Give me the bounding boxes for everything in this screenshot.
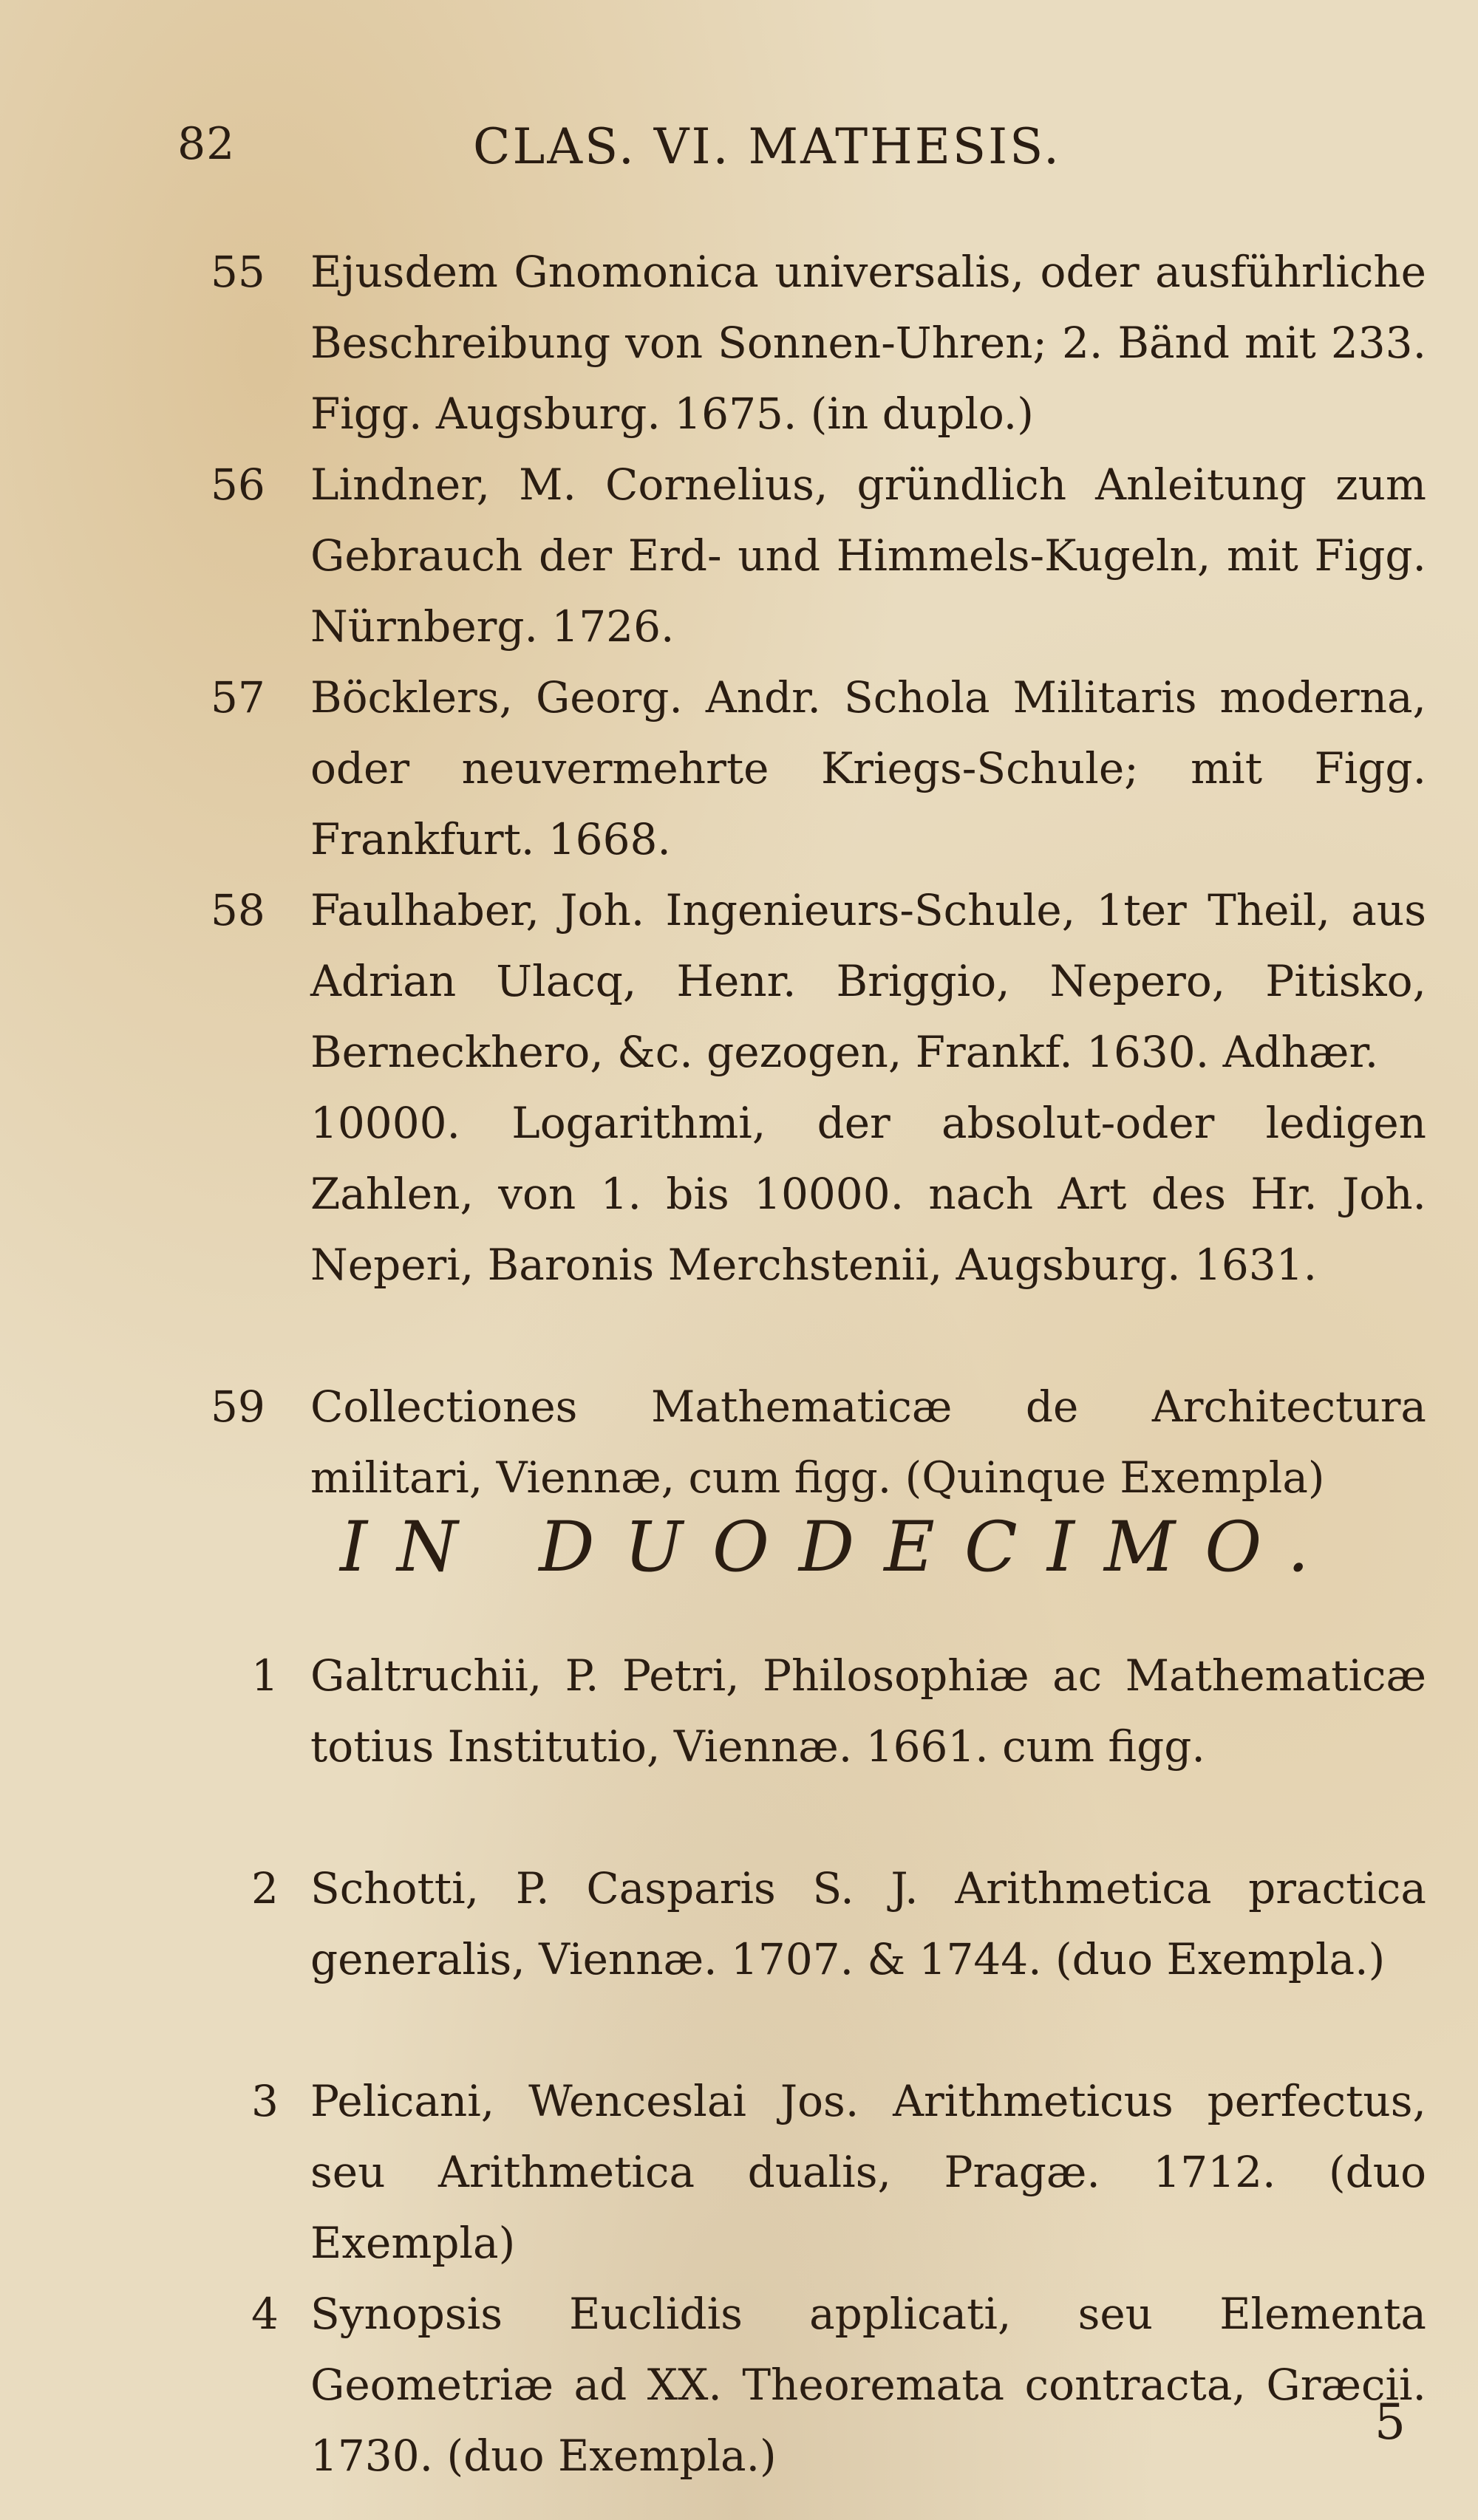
entry-text: Böcklers, Georg. Andr. Schola Militaris moderna, oder neuvermehrte Kriegs-Schule; mit Figg. Frankfurt. 1668. xyxy=(310,672,1426,864)
list-item xyxy=(0,2066,1478,2278)
entry-number: 57 xyxy=(211,672,265,723)
sub-entry-text: 10000. Logarithmi, der absolut-oder ledigen Zahlen, von 1. bis 10000. nach Art des Hr. Joh. Neperi, Baronis Merchstenii, Augsburg. 1631. xyxy=(310,1098,1426,1290)
list-item xyxy=(0,662,1478,875)
entry-number: 55 xyxy=(211,247,265,297)
entry-text: Pelicani, Wenceslai Jos. Arithmeticus perfectus, seu Arithmetica dualis, Pragæ. 1712. (duo Exempla) xyxy=(310,2076,1426,2268)
entry-text: Galtruchii, P. Petri, Philosophiæ ac Mathematicæ totius Institutio, Viennæ. 1661. cum figg. xyxy=(310,1650,1426,1772)
list-item xyxy=(0,875,1478,1087)
running-title: CLAS. VI. MATHESIS. xyxy=(473,118,1062,175)
entry-number: 58 xyxy=(211,885,265,935)
list-item xyxy=(0,1371,1478,1513)
signature-mark: 5 xyxy=(1375,2394,1406,2451)
entry-number: 1 xyxy=(251,1650,279,1701)
entry-text: Collectiones Mathematicæ de Architectura militari, Viennæ, cum figg. (Quinque Exempla) xyxy=(310,1382,1426,1503)
entry-text: Schotti, P. Casparis S. J. Arithmetica practica generalis, Viennæ. 1707. & 1744. (duo Exempla.) xyxy=(310,1863,1426,1984)
entry-number: 3 xyxy=(251,2076,279,2126)
list-item xyxy=(0,1640,1478,1853)
entry-text: Faulhaber, Joh. Ingenieurs-Schule, 1ter Theil, aus Adrian Ulacq, Henr. Briggio, Nepero, Pitisko, Berneckhero, &c. gezogen, Frankf. 1630. Adhær. xyxy=(310,885,1426,1077)
entry-number: 59 xyxy=(211,1382,265,1432)
page-number: 82 xyxy=(177,118,236,170)
entry-number: 2 xyxy=(251,1863,279,1913)
list-item xyxy=(0,236,1478,449)
entry-text: Synopsis Euclidis applicati, seu Elementa Geometriæ ad XX. Theoremata contracta, Græcii. 1730. (duo Exempla.) xyxy=(310,2289,1426,2481)
section-heading: IN DUODECIMO. xyxy=(340,1507,1339,1588)
entry-number: 56 xyxy=(211,460,265,510)
list-item xyxy=(0,2278,1478,2491)
quarto-entry-list xyxy=(0,236,1478,1513)
list-item xyxy=(0,449,1478,662)
entry-text: Ejusdem Gnomonica universalis, oder ausführliche Beschreibung von Sonnen-Uhren; 2. Bänd mit 233. Figg. Augsburg. 1675. (in duplo.) xyxy=(310,247,1426,439)
entry-text: Lindner, M. Cornelius, gründlich Anleitung zum Gebrauch der Erd- und Himmels-Kugeln, mit Figg. Nürnberg. 1726. xyxy=(310,460,1426,652)
page-header xyxy=(177,111,1434,192)
entry-number: 4 xyxy=(251,2289,279,2339)
list-item xyxy=(0,1853,1478,2066)
duodecimo-entry-list xyxy=(0,1640,1478,2491)
